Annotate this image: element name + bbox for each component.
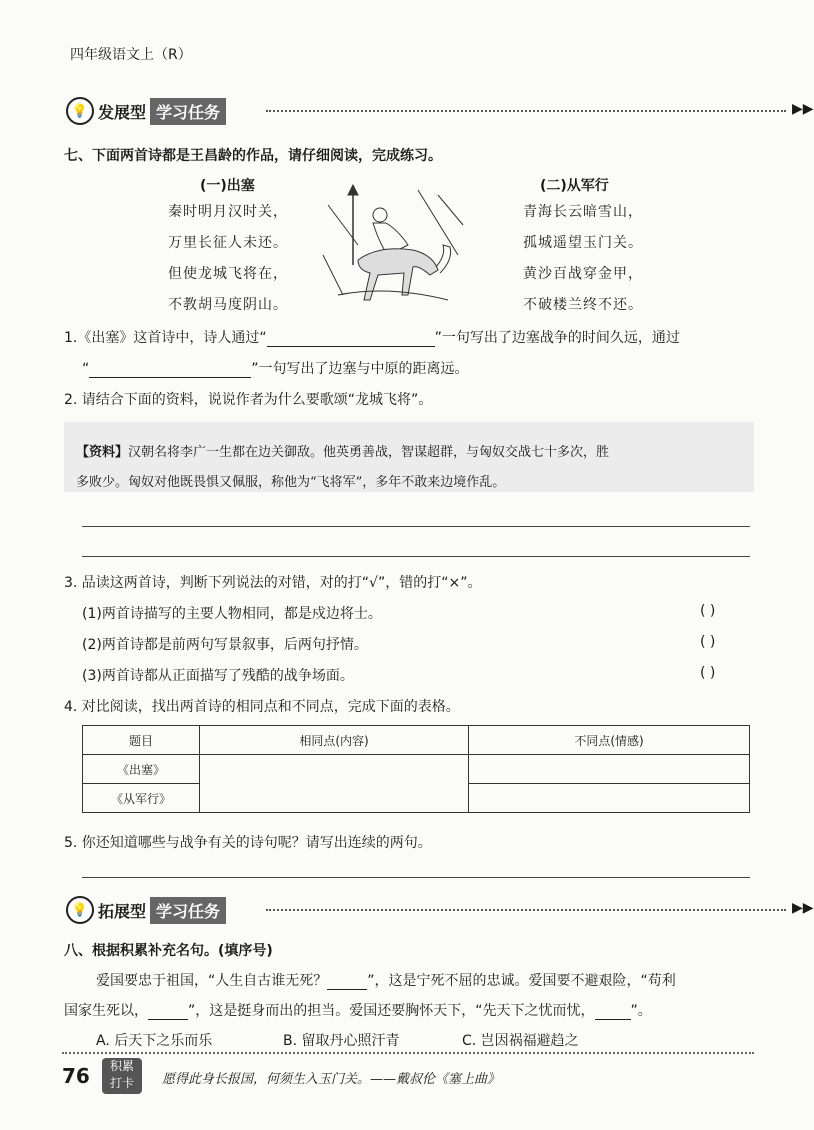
question-7-1 (64, 327, 680, 347)
question-7-3: 3. 品读这两首诗，判断下列说法的对错，对的打“√”，错的打“×”。 (64, 575, 482, 591)
section-label-badge: 学习任务 (150, 98, 226, 125)
judge-item-3: (3)两首诗都从正面描写了残酷的战争场面。 (82, 668, 354, 684)
answer-blank-2[interactable] (89, 363, 251, 378)
lightbulb-icon: 💡 (66, 97, 94, 125)
option-b: B. 留取丹心照汗青 (283, 1033, 400, 1049)
section-banner-expansion (66, 895, 814, 925)
resource-text: 汉朝名将李广一生都在边关御敌。他英勇善战，智谋超群，与匈奴交战七十多次，胜 (128, 445, 610, 460)
poem-line: 万里长征人未还。 (168, 235, 288, 251)
question-7-4: 4. 对比阅读，找出两首诗的相同点和不同点，完成下面的表格。 (64, 699, 460, 715)
q8-paragraph-line-1 (96, 970, 676, 990)
judge-item-2: (2)两首诗都是前两句写景叙事，后两句抒情。 (82, 637, 368, 653)
table-cell-diff-2[interactable] (469, 784, 750, 813)
q1-text-a: 1.《出塞》这首诗中，诗人通过“ (64, 330, 267, 346)
table-cell-same[interactable] (200, 755, 469, 813)
divider (266, 909, 786, 911)
comparison-table (82, 725, 750, 813)
poem-2 (523, 197, 643, 321)
fill-blank-3[interactable] (595, 1005, 631, 1020)
page-header: 四年级语文上（R） (70, 47, 192, 63)
table-header: 相同点(内容) (200, 726, 469, 755)
footer-quote: 愿得此身长报国，何须生入玉门关。——戴叔伦《塞上曲》 (162, 1072, 501, 1087)
fill-blank-1[interactable] (327, 975, 367, 990)
poem-2-title: (二)从军行 (540, 178, 609, 194)
q8-text: 国家生死以， (64, 1003, 148, 1019)
double-arrow-icon: ▶▶ (792, 900, 814, 916)
resource-line-2: 多败少。匈奴对他既畏惧又佩服，称他为“飞将军”，多年不敢来边境作乱。 (76, 475, 506, 490)
judge-answer-1[interactable]: ( ) (700, 603, 716, 619)
q1-text-d: ”一句写出了边塞与中原的距离远。 (251, 361, 469, 377)
footer-divider (62, 1052, 754, 1054)
q8-paragraph-line-2 (64, 1000, 652, 1020)
resource-box (64, 422, 754, 492)
poem-line: 黄沙百战穿金甲， (523, 266, 643, 282)
q1-text-b: ”一句写出了边塞战争的时间久远，通过 (434, 330, 680, 346)
lightbulb-icon: 💡 (66, 896, 94, 924)
poem-line: 不教胡马度阴山。 (168, 297, 288, 313)
poem-1-title: (一)出塞 (200, 178, 255, 194)
answer-blank-1[interactable] (267, 332, 435, 347)
tag-line-2: 打卡 (109, 1076, 134, 1090)
section-label: 拓展型 (98, 901, 147, 921)
accumulate-tag (102, 1058, 142, 1094)
q8-text: ”。 (630, 1003, 652, 1019)
section-label: 发展型 (98, 102, 147, 122)
table-header: 不同点(情感) (469, 726, 750, 755)
question-7-1-cont (82, 358, 469, 378)
q8-text: 爱国要忠于祖国，“人生自古谁无死？ (96, 973, 328, 989)
q1-text-c: “ (82, 361, 90, 377)
table-row-label: 《从军行》 (83, 784, 200, 813)
q8-text: ”，这是挺身而出的担当。爱国还要胸怀天下，“先天下之忧而忧， (188, 1003, 595, 1019)
question-7-2: 2. 请结合下面的资料，说说作者为什么要歌颂“龙城飞将”。 (64, 392, 433, 408)
poem-line: 秦时明月汉时关， (168, 204, 288, 220)
poem-line: 青海长云暗雪山， (523, 204, 643, 220)
fill-blank-2[interactable] (148, 1005, 188, 1020)
section-banner-development (66, 96, 814, 126)
tag-line-1: 积累 (109, 1059, 134, 1073)
option-c: C. 岂因祸福避趋之 (462, 1033, 579, 1049)
answer-line[interactable] (82, 556, 750, 557)
judge-answer-2[interactable]: ( ) (700, 634, 716, 650)
warrior-on-horse-illustration (318, 185, 468, 315)
poem-line: 不破楼兰终不还。 (523, 297, 643, 313)
section-label-badge: 学习任务 (150, 897, 226, 924)
poem-1 (168, 197, 288, 321)
resource-tag: 【资料】 (76, 445, 129, 460)
poem-line: 孤城遥望玉门关。 (523, 235, 643, 251)
question-7-title: 七、下面两首诗都是王昌龄的作品，请仔细阅读，完成练习。 (64, 148, 442, 164)
poem-line: 但使龙城飞将在， (168, 266, 288, 282)
answer-line[interactable] (82, 526, 750, 527)
table-cell-diff-1[interactable] (469, 755, 750, 784)
double-arrow-icon: ▶▶ (792, 101, 814, 117)
question-8-title: 八、根据积累补充名句。(填序号) (64, 943, 273, 959)
judge-item-1: (1)两首诗描写的主要人物相同，都是戍边将士。 (82, 606, 382, 622)
table-row-label: 《出塞》 (83, 755, 200, 784)
divider (266, 110, 786, 112)
question-7-5: 5. 你还知道哪些与战争有关的诗句呢？请写出连续的两句。 (64, 835, 432, 851)
resource-line-1 (76, 438, 740, 468)
answer-line[interactable] (82, 877, 750, 878)
judge-answer-3[interactable]: ( ) (700, 665, 716, 681)
option-a: A. 后天下之乐而乐 (96, 1033, 213, 1049)
table-header: 题目 (83, 726, 200, 755)
page-number: 76 (62, 1064, 90, 1088)
q8-text: ”，这是宁死不屈的忠诚。爱国要不避艰险，“苟利 (367, 973, 676, 989)
